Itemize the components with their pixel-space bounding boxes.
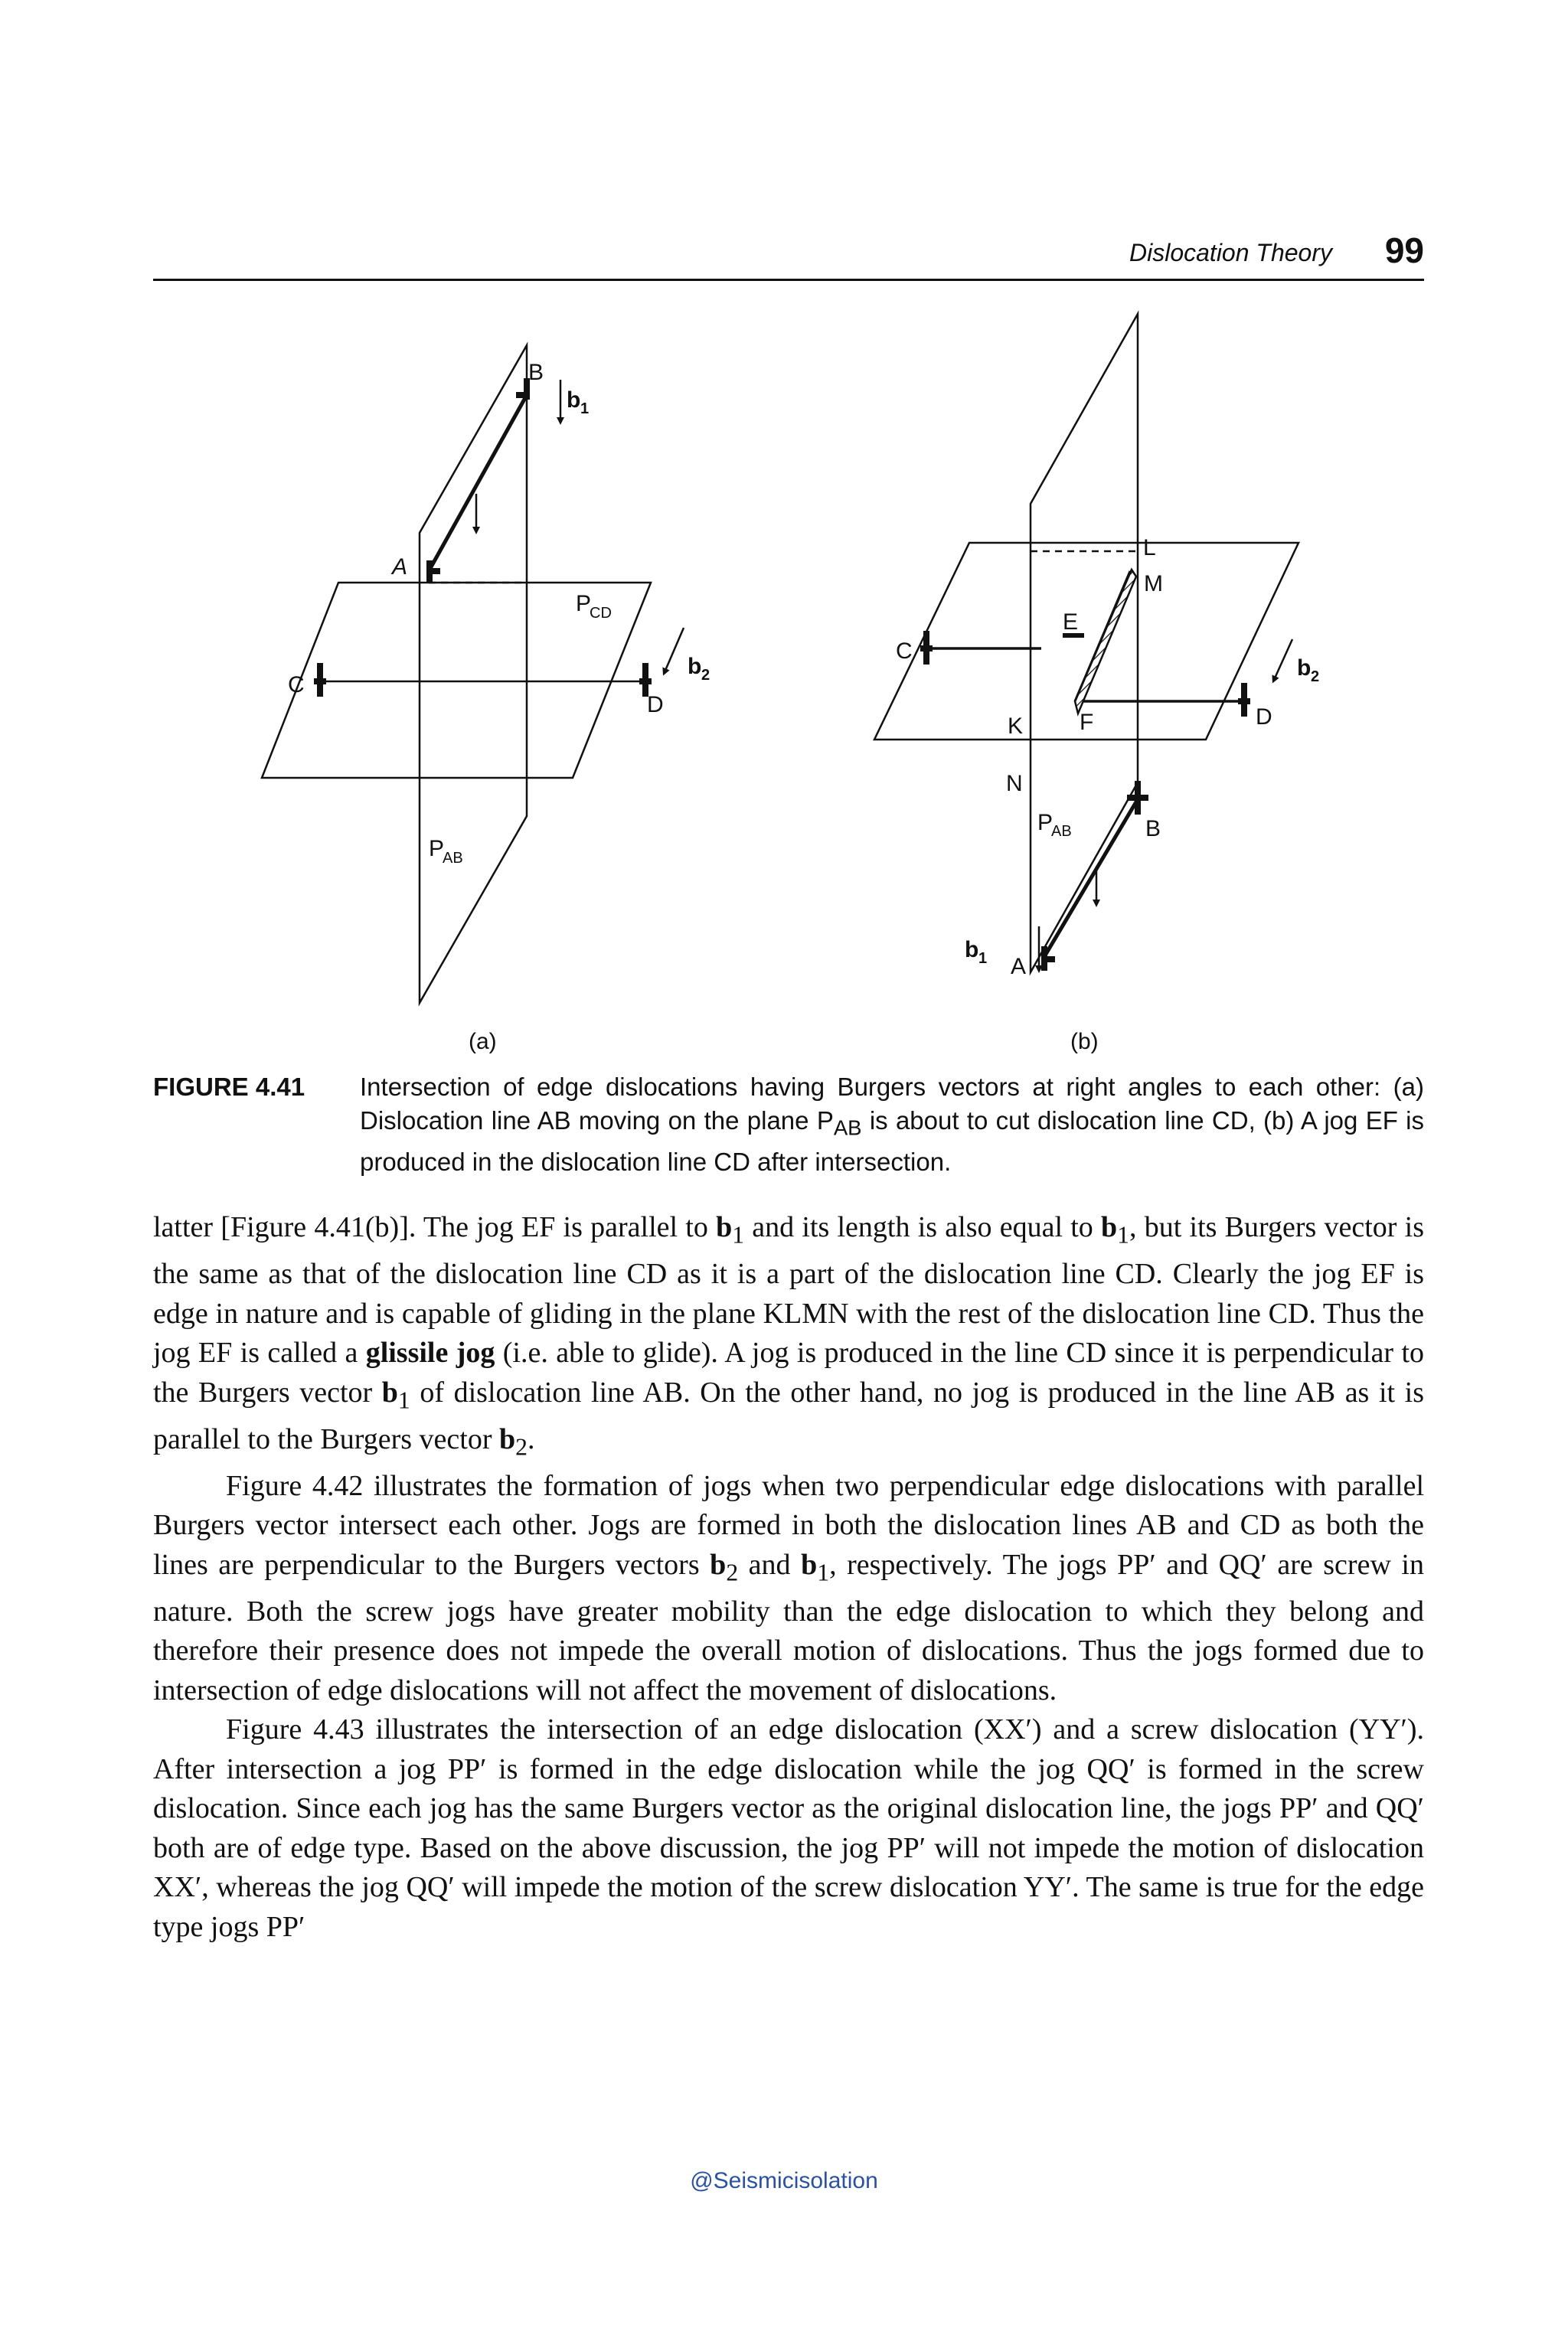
- label-n: N: [1006, 771, 1023, 796]
- label-d: D: [1256, 704, 1272, 730]
- label-l: L: [1143, 535, 1156, 560]
- label-a: A: [392, 554, 408, 580]
- label-b2: b: [688, 654, 702, 679]
- panel-b: [874, 314, 1298, 972]
- paragraph-3: Figure 4.43 illustrates the intersection of an edge dislocation (XX′) and a screw dislocation (YY′). After intersection a jog PP′ is formed in the edge dislocation while the jog QQ′ is formed in the screw dislocation. Since each jog has the same Burgers vector as the original dislocation line, the jogs PP′ and QQ′ both are of edge type. Based on the above discussion, the jog PP′ will not impede the motion of dislocation XX′, whereas the jog QQ′ will impede the motion of the screw dislocation YY′. The same is true for the edge type jogs PP′: [153, 1713, 1424, 1943]
- label-b1-sub: 1: [580, 400, 590, 417]
- label-f: F: [1080, 710, 1094, 735]
- plane-p-ab: [420, 345, 527, 1003]
- figure-4-41: [0, 291, 1568, 1056]
- paragraph-2: Figure 4.42 illustrates the formation of jogs when two perpendicular edge dislocations with parallel Burgers vector intersect each other. Jogs are formed in both the dislocation lines AB and CD as both the lines are perpendicular to the Burgers vectors $b_2$ and $b_1$, respectively. The jogs PP′ and QQ′ are screw in nature. Both the screw jogs have greater mobility than the edge dislocation to which they belong and therefore their presence does not impede the overall motion of dislocations. Thus the jogs formed due to intersection of edge dislocations will not affect the movement of dislocations.: [153, 1469, 1424, 1706]
- label-b2-sub: 2: [1311, 668, 1320, 685]
- panel-a: [262, 345, 684, 1003]
- label-panel-a: (a): [469, 1029, 497, 1054]
- figure-caption: [153, 1070, 1424, 1179]
- label-panel-b: (b): [1070, 1029, 1099, 1054]
- label-pab-sub: AB: [443, 850, 463, 867]
- body-text: [153, 1208, 1424, 1947]
- edge-symbol-b: [516, 378, 527, 400]
- label-a: A: [1011, 954, 1027, 979]
- label-b1-sub: 1: [978, 950, 988, 967]
- panel-a-labels: [288, 360, 710, 1054]
- edge-symbol-c: [314, 663, 326, 697]
- label-pab-sub: AB: [1051, 823, 1072, 840]
- paragraph-1: latter [Figure 4.41(b)]. The jog EF is parallel to $b_1$ and its length is also equal to $b_1$, but its Burgers vector is the same as that of the dislocation line CD as it is a part of the dislocation line CD. Clearly the jog EF is edge in nature and is capable of gliding in the plane KLMN with the rest of the dislocation line CD. Thus the jog EF is called a glissile jog (i.e. able to glide). A jog is produced in the line CD since it is perpendicular to the Burgers vector $b_1$ of dislocation line AB. On the other hand, no jog is produced in the line AB as it is parallel to the Burgers vector $b_2$.: [153, 1211, 1425, 1461]
- label-d: D: [647, 692, 664, 717]
- page-header: [153, 230, 1424, 281]
- panel-b-labels: [896, 535, 1319, 1054]
- label-m: M: [1144, 571, 1163, 596]
- running-title: Dislocation Theory: [1129, 239, 1332, 266]
- label-b: B: [528, 360, 544, 385]
- label-c: C: [288, 672, 305, 697]
- label-e: E: [1063, 609, 1079, 635]
- plane-klmn: [1031, 314, 1138, 972]
- label-c: C: [896, 638, 913, 664]
- label-b1: b: [567, 387, 581, 413]
- page-number: 99: [1384, 230, 1424, 270]
- b2-arrow: [1274, 639, 1292, 680]
- watermark: @Seismicisolation: [690, 2168, 878, 2193]
- caption-text: Intersection of edge dislocations having Burgers vectors at right angles to each other: (a) Dislocation line AB moving on the plane $P_{AB}$ is about to cut dislocation line CD, (b) A jog EF is produced in the dislocation line CD after intersection.: [360, 1073, 1424, 1176]
- label-pcd: P: [576, 591, 592, 616]
- label-b1: b: [965, 937, 979, 962]
- label-b2-sub: 2: [701, 667, 710, 684]
- label-b2: b: [1297, 655, 1312, 681]
- b2-arrow: [665, 628, 684, 672]
- edge-symbol-d: [1238, 683, 1250, 717]
- label-b: B: [1145, 816, 1161, 841]
- label-k: K: [1008, 714, 1024, 739]
- label-pab: P: [429, 836, 445, 861]
- edge-symbol-c: [920, 631, 933, 665]
- dislocation-line-ab: [429, 395, 527, 571]
- label-pab: P: [1037, 810, 1054, 835]
- caption-label: FIGURE 4.41: [153, 1073, 305, 1101]
- glide-band: [1075, 570, 1136, 714]
- label-pcd-sub: CD: [590, 605, 612, 622]
